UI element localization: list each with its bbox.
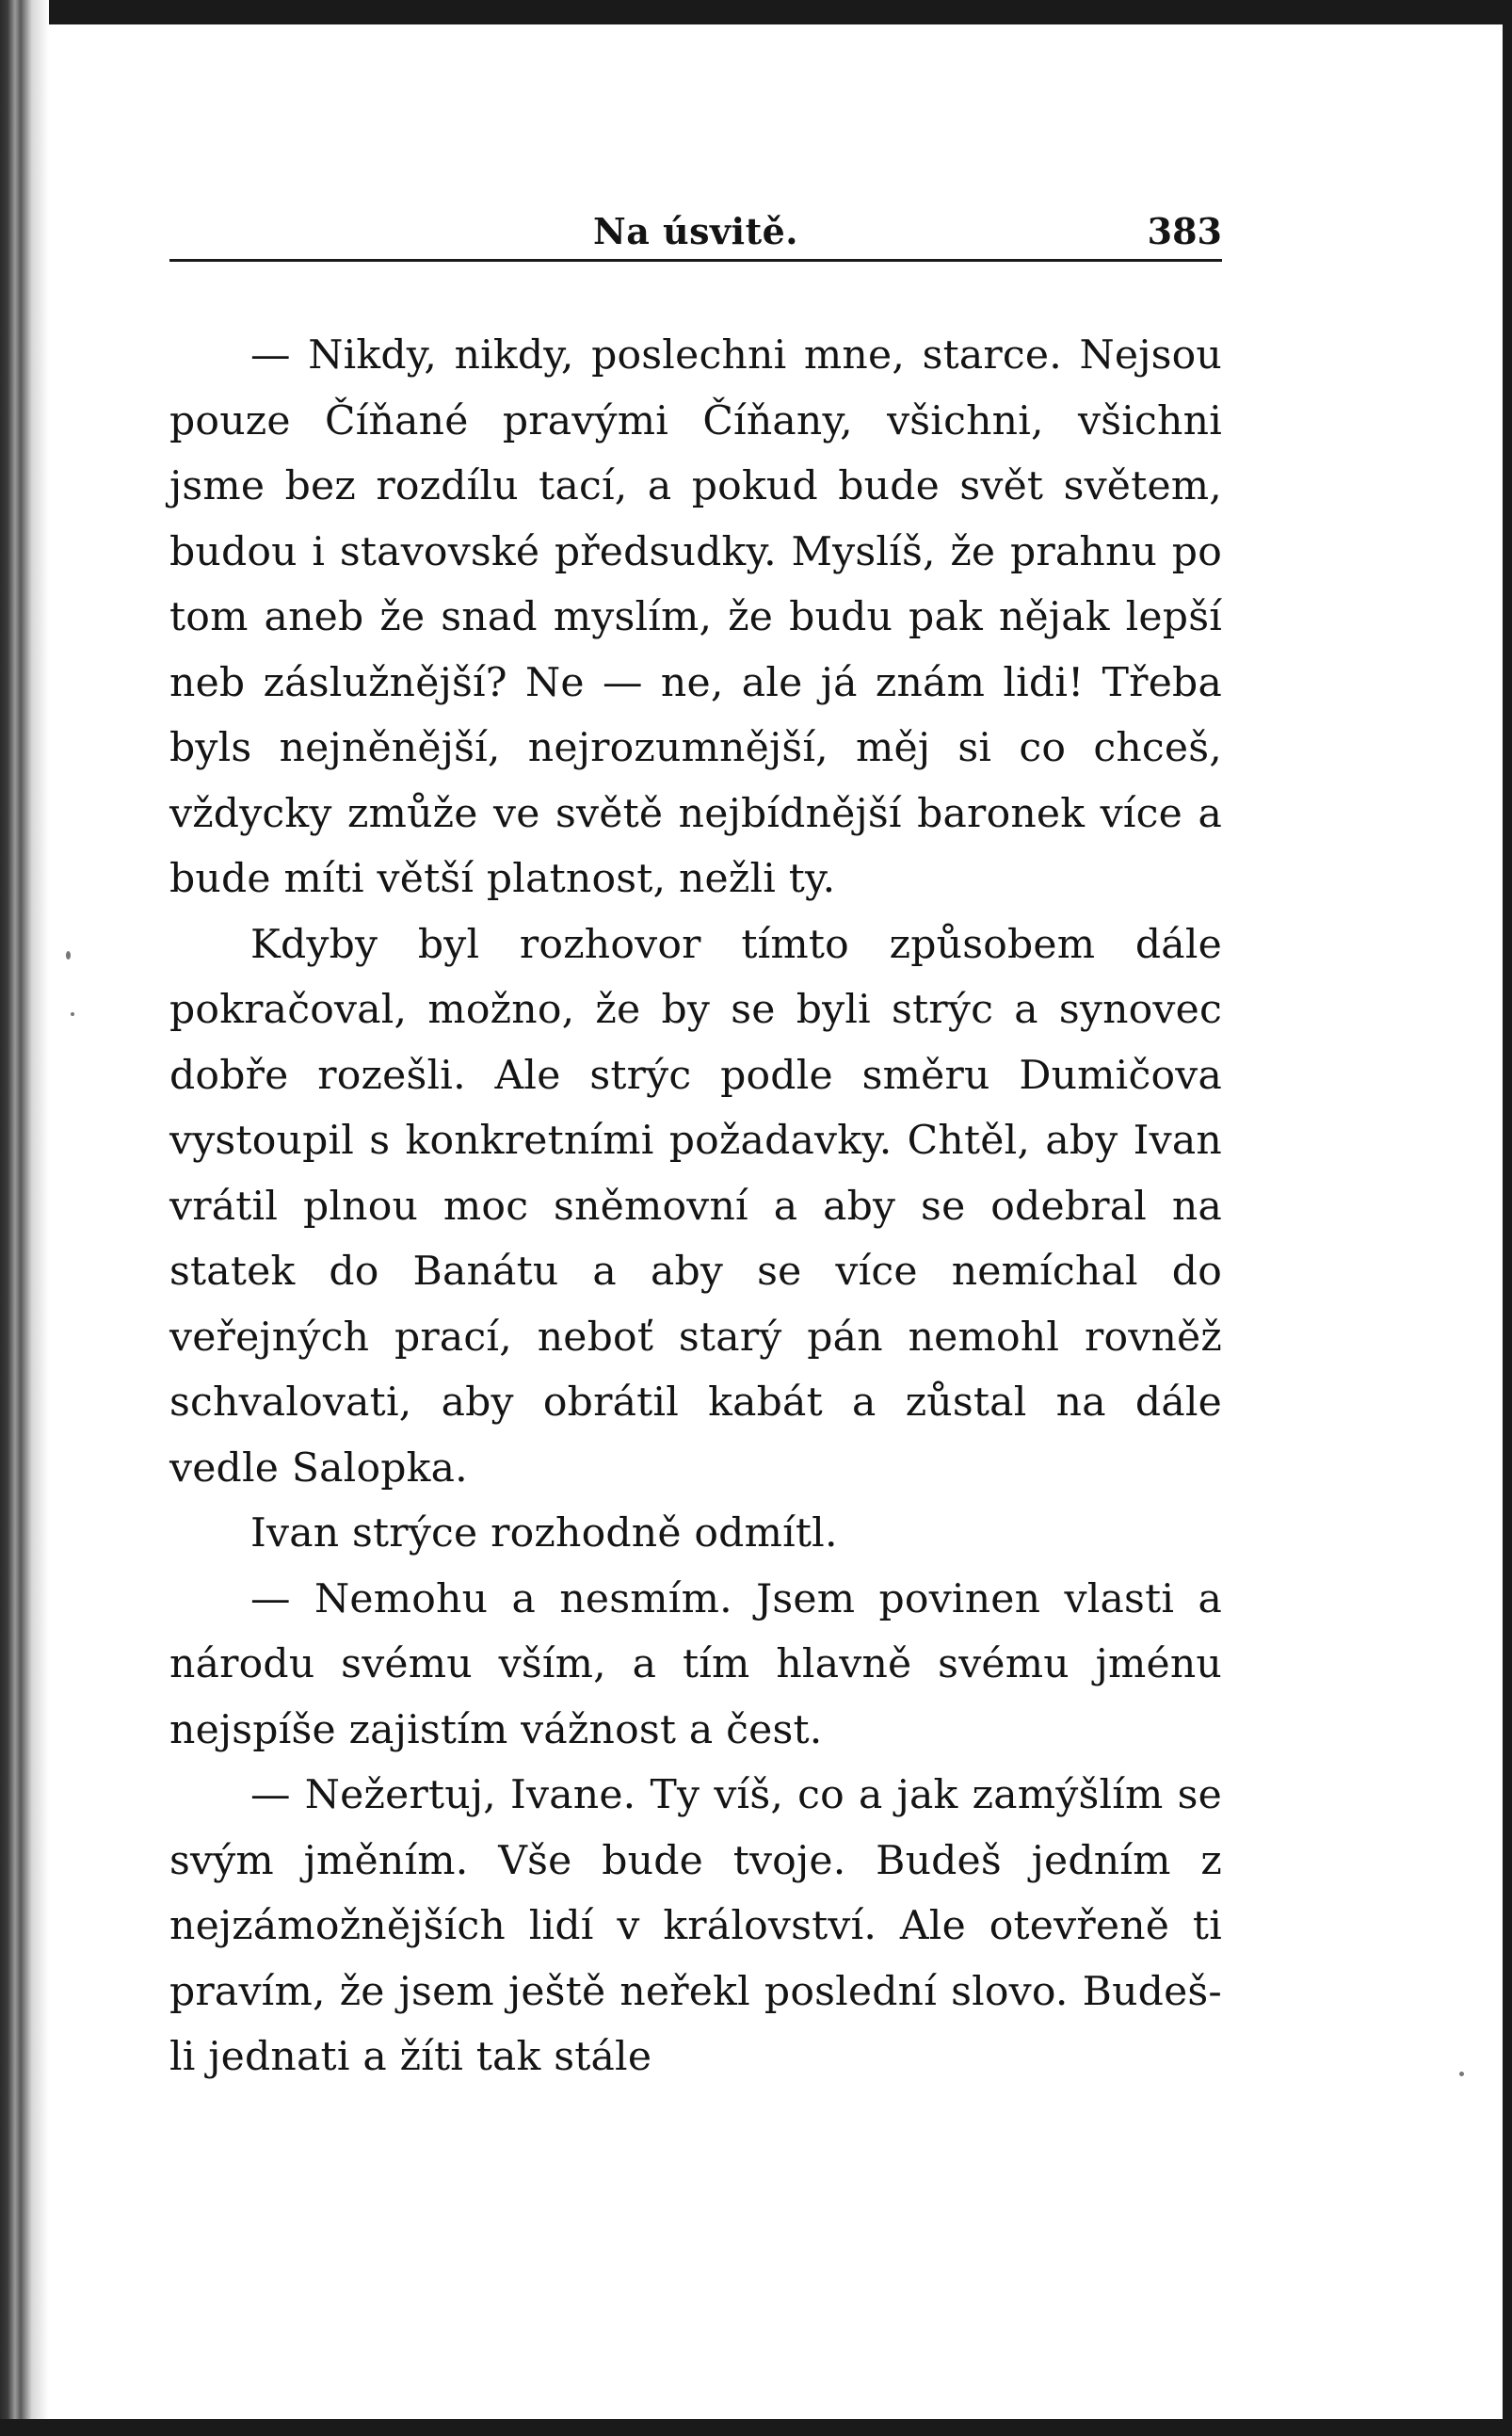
paragraph: Kdyby byl rozhovor tímto způsobem dále pokračoval, možno, že by se byli strýc a synovec dobře rozešli. Ale strýc podle směru Dumičova vystoupil s konkretními požadavky. Chtěl, aby Ivan vrátil plnou moc sněmovní a aby se odebral na statek do Banátu a aby se více nemíchal do veřejných prací, neboť starý pán nemohl rovněž schvalovati, aby obrátil kabát a zůstal na dále vedle Salopka. [169, 921, 1222, 1492]
scan-edge-binding [0, 0, 49, 2436]
paragraph: — Nikdy, nikdy, poslechni mne, starce. Nejsou pouze Číňané pravými Číňany, všichni, všichni jsme bez rozdílu tací, a pokud bude svět světem, budou i stavovské předsudky. Myslíš, že prahnu po tom aneb že snad myslím, že budu pak nějak lepší neb záslužnější? Ne — ne, ale já znám lidi! Třeba byls nejněnější, nejrozumnější, měj si co chceš, vždycky zmůže ve světě nejbídnější baronek více a bude míti větší platnost, nežli ty. [169, 332, 1222, 902]
paragraph: — Nemohu a nesmím. Jsem povinen vlasti a národu svému vším, a tím hlavně svému jménu nejspíše zajistím vážnost a čest. [169, 1575, 1222, 1753]
ink-speck [1459, 2072, 1464, 2076]
body-text [169, 323, 1222, 2090]
scan-edge-bottom [0, 2419, 1512, 2436]
running-title: Na úsvitě. [592, 210, 799, 252]
running-head [169, 202, 1222, 262]
ink-speck [71, 1012, 74, 1016]
paragraph: Ivan strýce rozhodně odmítl. [250, 1510, 838, 1557]
scan-edge-top [0, 0, 1512, 24]
paragraph: — Nežertuj, Ivane. Ty víš, co a jak zamýšlím se svým jměním. Vše bude tvoje. Budeš jedním z nejzámožnějších lidí v království. Ale otevřeně ti pravím, že jsem ještě neřekl poslední slovo. Budeš-li jednati a žíti tak stále [169, 1772, 1222, 2080]
book-page [169, 202, 1222, 2090]
ink-speck [66, 951, 71, 960]
page-number: 383 [1147, 210, 1222, 252]
scan-edge-right [1503, 0, 1512, 2436]
